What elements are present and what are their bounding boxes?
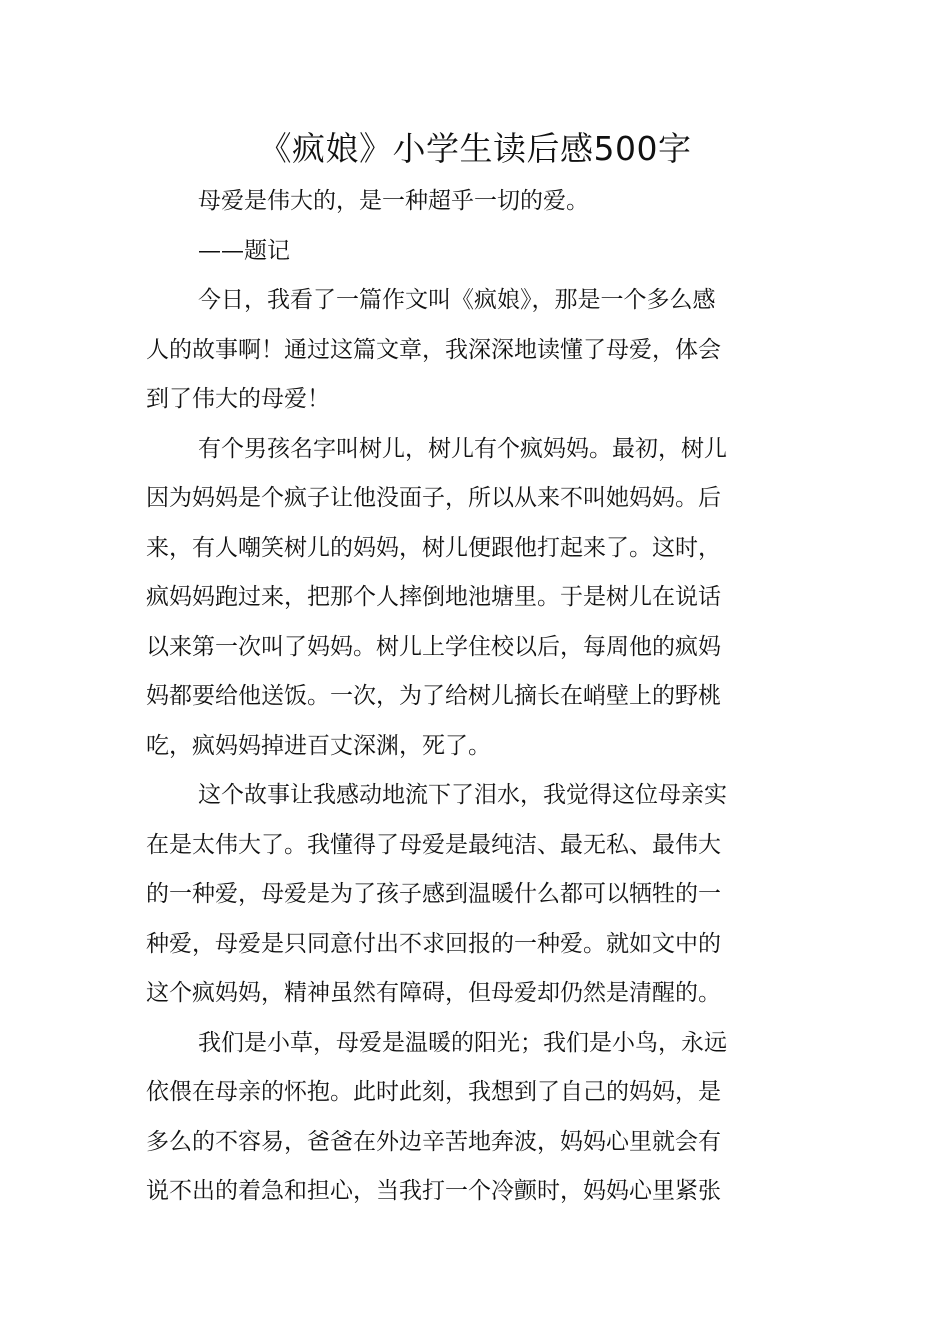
document-body (146, 177, 808, 1217)
paragraph-1-line-1: 今日，我看了一篇作文叫《疯娘》，那是一个多么感 (198, 287, 716, 313)
paragraph-4-line-2: 依偎在母亲的怀抱。此时此刻，我想到了自己的妈妈，是 (146, 1079, 721, 1105)
paragraph-4-line-3: 多么的不容易，爸爸在外边辛苦地奔波，妈妈心里就会有 (146, 1128, 721, 1155)
paragraph-2-line-1: 有个男孩名字叫树儿，树儿有个疯妈妈。最初，树儿 (198, 435, 727, 462)
epigraph-source: ——题记 (198, 237, 290, 264)
paragraph-2-line-6: 妈都要给他送饭。一次，为了给树儿摘长在峭壁上的野桃 (146, 683, 721, 709)
paragraph-2-line-4: 疯妈妈跑过来，把那个人摔倒地池塘里。于是树儿在说话 (146, 584, 721, 610)
paragraph-4-line-4: 说不出的着急和担心，当我打一个冷颤时，妈妈心里紧张 (146, 1178, 721, 1204)
paragraph-4-line-1: 我们是小草，母爱是温暖的阳光；我们是小鸟，永远 (198, 1029, 727, 1056)
paragraph-3-line-3: 的一种爱，母爱是为了孩子感到温暖什么都可以牺牲的一 (146, 881, 721, 907)
paragraph-2-line-7: 吃，疯妈妈掉进百丈深渊，死了。 (146, 732, 491, 759)
paragraph-2-line-3: 来，有人嘲笑树儿的妈妈，树儿便跟他打起来了。这时， (146, 534, 721, 561)
document-title: 《疯娘》小学生读后感500字 (258, 129, 692, 168)
paragraph-2-line-5: 以来第一次叫了妈妈。树儿上学住校以后，每周他的疯妈 (146, 633, 721, 660)
paragraph-1-line-3: 到了伟大的母爱！ (146, 386, 330, 412)
paragraph-3-line-4: 种爱，母爱是只同意付出不求回报的一种爱。就如文中的 (146, 930, 721, 957)
paragraph-3-line-2: 在是太伟大了。我懂得了母爱是最纯洁、最无私、最伟大 (146, 831, 721, 858)
paragraph-2-line-2: 因为妈妈是个疯子让他没面子，所以从来不叫她妈妈。后 (146, 485, 721, 511)
paragraph-3-line-5: 这个疯妈妈，精神虽然有障碍，但母爱却仍然是清醒的。 (146, 980, 721, 1006)
paragraph-1-line-2: 人的故事啊！通过这篇文章，我深深地读懂了母爱，体会 (146, 336, 721, 363)
epigraph: 母爱是伟大的，是一种超乎一切的爱。 (198, 188, 589, 214)
paragraph-3-line-1: 这个故事让我感动地流下了泪水，我觉得这位母亲实 (198, 782, 727, 808)
